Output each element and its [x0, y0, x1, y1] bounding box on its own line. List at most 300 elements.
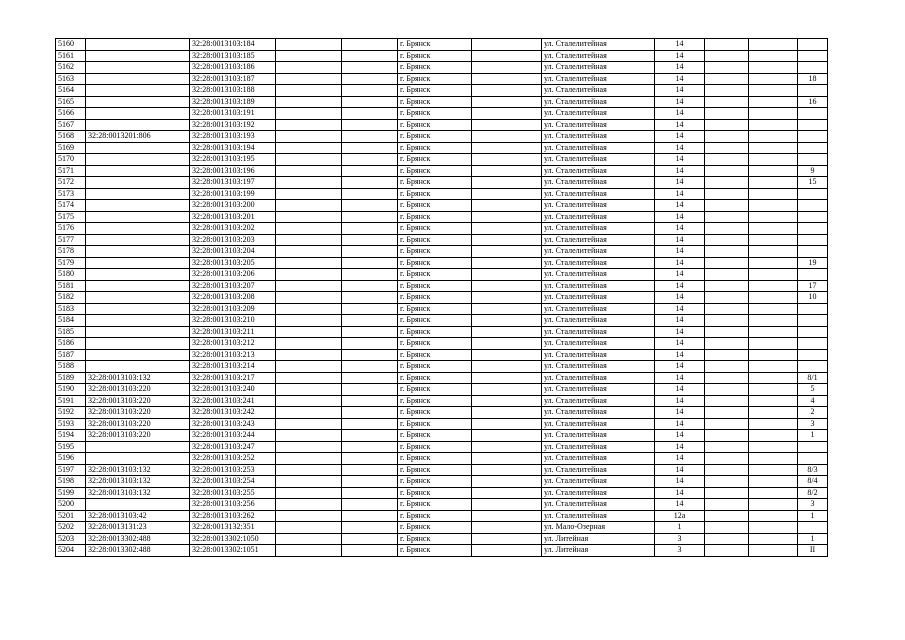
empty-cell	[472, 211, 542, 223]
city-cell: г. Брянск	[398, 510, 472, 522]
house-number: 14	[655, 303, 705, 315]
house-number: 14	[655, 119, 705, 131]
empty-cell	[276, 119, 342, 131]
apartment-number	[798, 361, 828, 373]
empty-cell	[276, 177, 342, 189]
row-number: 5171	[56, 165, 86, 177]
house-number: 14	[655, 39, 705, 51]
parent-cadastral-number	[86, 62, 190, 74]
empty-cell	[342, 280, 398, 292]
empty-cell	[749, 131, 798, 143]
city-cell: г. Брянск	[398, 384, 472, 396]
street-cell: ул. Литейная	[542, 533, 655, 545]
empty-cell	[749, 384, 798, 396]
empty-cell	[749, 499, 798, 511]
empty-cell	[705, 108, 749, 120]
house-number: 14	[655, 361, 705, 373]
street-cell: ул. Сталелитейная	[542, 257, 655, 269]
row-number: 5184	[56, 315, 86, 327]
cadastral-number: 32:28:0013103:194	[190, 142, 276, 154]
empty-cell	[705, 39, 749, 51]
cadastral-number: 32:28:0013103:196	[190, 165, 276, 177]
street-cell: ул. Сталелитейная	[542, 384, 655, 396]
cadastral-number: 32:28:0013103:253	[190, 464, 276, 476]
empty-cell	[705, 96, 749, 108]
city-cell: г. Брянск	[398, 453, 472, 465]
city-cell: г. Брянск	[398, 338, 472, 350]
table-row	[56, 165, 828, 177]
empty-cell	[749, 395, 798, 407]
parent-cadastral-number	[86, 315, 190, 327]
empty-cell	[342, 303, 398, 315]
empty-cell	[276, 487, 342, 499]
table-row	[56, 39, 828, 51]
city-cell: г. Брянск	[398, 499, 472, 511]
cadastral-number: 32:28:0013103:207	[190, 280, 276, 292]
house-number: 14	[655, 384, 705, 396]
apartment-number: 10	[798, 292, 828, 304]
row-number: 5164	[56, 85, 86, 97]
row-number: 5203	[56, 533, 86, 545]
cadastral-number: 32:28:0013103:197	[190, 177, 276, 189]
table-row	[56, 326, 828, 338]
empty-cell	[705, 349, 749, 361]
empty-cell	[705, 430, 749, 442]
house-number: 14	[655, 476, 705, 488]
empty-cell	[472, 533, 542, 545]
empty-cell	[472, 234, 542, 246]
empty-cell	[276, 165, 342, 177]
empty-cell	[472, 395, 542, 407]
street-cell: ул. Сталелитейная	[542, 315, 655, 327]
street-cell: ул. Сталелитейная	[542, 430, 655, 442]
street-cell: ул. Сталелитейная	[542, 280, 655, 292]
house-number: 14	[655, 154, 705, 166]
street-cell: ул. Сталелитейная	[542, 108, 655, 120]
empty-cell	[276, 131, 342, 143]
cadastral-number: 32:28:0013103:201	[190, 211, 276, 223]
cadastral-number: 32:28:0013103:192	[190, 119, 276, 131]
parent-cadastral-number: 32:28:0013302:488	[86, 545, 190, 557]
empty-cell	[342, 50, 398, 62]
cadastral-number: 32:28:0013103:199	[190, 188, 276, 200]
row-number: 5175	[56, 211, 86, 223]
parent-cadastral-number: 32:28:0013103:42	[86, 510, 190, 522]
empty-cell	[276, 188, 342, 200]
empty-cell	[749, 361, 798, 373]
street-cell: ул. Сталелитейная	[542, 303, 655, 315]
empty-cell	[342, 453, 398, 465]
row-number: 5186	[56, 338, 86, 350]
empty-cell	[472, 154, 542, 166]
table-row	[56, 384, 828, 396]
cadastral-number: 32:28:0013103:202	[190, 223, 276, 235]
empty-cell	[705, 384, 749, 396]
apartment-number: 2	[798, 407, 828, 419]
empty-cell	[342, 464, 398, 476]
empty-cell	[276, 510, 342, 522]
cadastral-number: 32:28:0013103:195	[190, 154, 276, 166]
empty-cell	[749, 430, 798, 442]
house-number: 14	[655, 73, 705, 85]
house-number: 14	[655, 407, 705, 419]
city-cell: г. Брянск	[398, 315, 472, 327]
cadastral-number: 32:28:0013103:211	[190, 326, 276, 338]
empty-cell	[276, 499, 342, 511]
empty-cell	[705, 464, 749, 476]
empty-cell	[342, 211, 398, 223]
street-cell: ул. Сталелитейная	[542, 50, 655, 62]
empty-cell	[276, 303, 342, 315]
empty-cell	[472, 384, 542, 396]
apartment-number	[798, 50, 828, 62]
empty-cell	[705, 407, 749, 419]
house-number: 1	[655, 522, 705, 534]
parent-cadastral-number	[86, 108, 190, 120]
empty-cell	[342, 292, 398, 304]
apartment-number: 3	[798, 499, 828, 511]
city-cell: г. Брянск	[398, 96, 472, 108]
apartment-number: 8/3	[798, 464, 828, 476]
row-number: 5194	[56, 430, 86, 442]
empty-cell	[749, 154, 798, 166]
cadastral-number: 32:28:0013103:206	[190, 269, 276, 281]
table-row	[56, 269, 828, 281]
cadastral-number: 32:28:0013103:205	[190, 257, 276, 269]
empty-cell	[276, 533, 342, 545]
parent-cadastral-number	[86, 257, 190, 269]
table-row	[56, 453, 828, 465]
parent-cadastral-number	[86, 338, 190, 350]
table-row	[56, 85, 828, 97]
empty-cell	[276, 234, 342, 246]
house-number: 14	[655, 395, 705, 407]
city-cell: г. Брянск	[398, 269, 472, 281]
empty-cell	[472, 315, 542, 327]
empty-cell	[705, 453, 749, 465]
empty-cell	[705, 131, 749, 143]
table-row	[56, 510, 828, 522]
apartment-number	[798, 142, 828, 154]
empty-cell	[276, 453, 342, 465]
apartment-number: 9	[798, 165, 828, 177]
empty-cell	[749, 142, 798, 154]
empty-cell	[342, 96, 398, 108]
empty-cell	[276, 292, 342, 304]
empty-cell	[342, 315, 398, 327]
empty-cell	[276, 407, 342, 419]
empty-cell	[472, 257, 542, 269]
house-number: 14	[655, 326, 705, 338]
empty-cell	[276, 418, 342, 430]
city-cell: г. Брянск	[398, 62, 472, 74]
empty-cell	[749, 280, 798, 292]
empty-cell	[749, 326, 798, 338]
empty-cell	[276, 395, 342, 407]
empty-cell	[276, 269, 342, 281]
parent-cadastral-number	[86, 223, 190, 235]
apartment-number	[798, 85, 828, 97]
street-cell: ул. Сталелитейная	[542, 292, 655, 304]
street-cell: ул. Мало-Озерная	[542, 522, 655, 534]
empty-cell	[276, 85, 342, 97]
row-number: 5173	[56, 188, 86, 200]
cadastral-number: 32:28:0013103:200	[190, 200, 276, 212]
city-cell: г. Брянск	[398, 303, 472, 315]
apartment-number: 3	[798, 418, 828, 430]
empty-cell	[472, 269, 542, 281]
empty-cell	[749, 315, 798, 327]
parent-cadastral-number	[86, 303, 190, 315]
house-number: 14	[655, 269, 705, 281]
empty-cell	[472, 407, 542, 419]
table-row	[56, 246, 828, 258]
table-row	[56, 487, 828, 499]
street-cell: ул. Сталелитейная	[542, 142, 655, 154]
empty-cell	[705, 533, 749, 545]
parent-cadastral-number: 32:28:0013103:132	[86, 372, 190, 384]
row-number: 5185	[56, 326, 86, 338]
empty-cell	[342, 177, 398, 189]
house-number: 3	[655, 533, 705, 545]
house-number: 14	[655, 418, 705, 430]
table-row	[56, 119, 828, 131]
empty-cell	[472, 476, 542, 488]
street-cell: ул. Сталелитейная	[542, 119, 655, 131]
house-number: 14	[655, 441, 705, 453]
empty-cell	[749, 510, 798, 522]
city-cell: г. Брянск	[398, 326, 472, 338]
empty-cell	[276, 73, 342, 85]
empty-cell	[472, 280, 542, 292]
house-number: 14	[655, 280, 705, 292]
street-cell: ул. Сталелитейная	[542, 349, 655, 361]
empty-cell	[472, 96, 542, 108]
empty-cell	[749, 372, 798, 384]
house-number: 14	[655, 315, 705, 327]
row-number: 5198	[56, 476, 86, 488]
empty-cell	[342, 108, 398, 120]
apartment-number	[798, 62, 828, 74]
table-row	[56, 62, 828, 74]
city-cell: г. Брянск	[398, 372, 472, 384]
cadastral-number: 32:28:0013103:210	[190, 315, 276, 327]
row-number: 5181	[56, 280, 86, 292]
empty-cell	[276, 211, 342, 223]
house-number: 14	[655, 223, 705, 235]
parent-cadastral-number: 32:28:0013131:23	[86, 522, 190, 534]
empty-cell	[749, 50, 798, 62]
parent-cadastral-number	[86, 326, 190, 338]
house-number: 14	[655, 487, 705, 499]
parent-cadastral-number	[86, 280, 190, 292]
empty-cell	[342, 131, 398, 143]
city-cell: г. Брянск	[398, 154, 472, 166]
apartment-number	[798, 234, 828, 246]
table-row	[56, 108, 828, 120]
empty-cell	[472, 430, 542, 442]
table-row	[56, 96, 828, 108]
apartment-number	[798, 522, 828, 534]
cadastral-number: 32:28:0013103:184	[190, 39, 276, 51]
house-number: 14	[655, 499, 705, 511]
table-row	[56, 522, 828, 534]
cadastral-number: 32:28:0013103:242	[190, 407, 276, 419]
empty-cell	[705, 476, 749, 488]
cadastral-number: 32:28:0013103:189	[190, 96, 276, 108]
row-number: 5177	[56, 234, 86, 246]
table-row	[56, 372, 828, 384]
cadastral-number: 32:28:0013103:247	[190, 441, 276, 453]
row-number: 5182	[56, 292, 86, 304]
empty-cell	[276, 372, 342, 384]
house-number: 14	[655, 200, 705, 212]
empty-cell	[749, 533, 798, 545]
city-cell: г. Брянск	[398, 257, 472, 269]
apartment-number	[798, 453, 828, 465]
street-cell: ул. Сталелитейная	[542, 269, 655, 281]
city-cell: г. Брянск	[398, 418, 472, 430]
table-row	[56, 257, 828, 269]
empty-cell	[705, 361, 749, 373]
city-cell: г. Брянск	[398, 292, 472, 304]
empty-cell	[749, 177, 798, 189]
street-cell: ул. Сталелитейная	[542, 487, 655, 499]
empty-cell	[749, 119, 798, 131]
street-cell: ул. Сталелитейная	[542, 73, 655, 85]
street-cell: ул. Сталелитейная	[542, 85, 655, 97]
empty-cell	[705, 326, 749, 338]
empty-cell	[342, 361, 398, 373]
parent-cadastral-number	[86, 142, 190, 154]
row-number: 5187	[56, 349, 86, 361]
empty-cell	[342, 522, 398, 534]
street-cell: ул. Сталелитейная	[542, 62, 655, 74]
empty-cell	[749, 108, 798, 120]
empty-cell	[276, 545, 342, 557]
row-number: 5191	[56, 395, 86, 407]
empty-cell	[342, 142, 398, 154]
empty-cell	[472, 85, 542, 97]
street-cell: ул. Сталелитейная	[542, 188, 655, 200]
cadastral-table	[55, 38, 828, 557]
empty-cell	[705, 223, 749, 235]
empty-cell	[342, 476, 398, 488]
cadastral-number: 32:28:0013103:244	[190, 430, 276, 442]
empty-cell	[342, 338, 398, 350]
parent-cadastral-number	[86, 73, 190, 85]
empty-cell	[705, 188, 749, 200]
house-number: 14	[655, 131, 705, 143]
row-number: 5192	[56, 407, 86, 419]
empty-cell	[342, 246, 398, 258]
empty-cell	[472, 223, 542, 235]
apartment-number: 1	[798, 430, 828, 442]
parent-cadastral-number: 32:28:0013103:132	[86, 487, 190, 499]
empty-cell	[749, 476, 798, 488]
empty-cell	[276, 349, 342, 361]
parent-cadastral-number	[86, 96, 190, 108]
parent-cadastral-number: 32:28:0013103:220	[86, 395, 190, 407]
apartment-number: 8/2	[798, 487, 828, 499]
row-number: 5162	[56, 62, 86, 74]
apartment-number: II	[798, 545, 828, 557]
street-cell: ул. Сталелитейная	[542, 39, 655, 51]
city-cell: г. Брянск	[398, 395, 472, 407]
apartment-number: 1	[798, 533, 828, 545]
empty-cell	[705, 257, 749, 269]
empty-cell	[472, 39, 542, 51]
street-cell: ул. Сталелитейная	[542, 154, 655, 166]
empty-cell	[705, 246, 749, 258]
street-cell: ул. Сталелитейная	[542, 96, 655, 108]
apartment-number: 1	[798, 510, 828, 522]
empty-cell	[705, 441, 749, 453]
parent-cadastral-number	[86, 441, 190, 453]
empty-cell	[472, 200, 542, 212]
house-number: 14	[655, 50, 705, 62]
empty-cell	[705, 303, 749, 315]
apartment-number	[798, 223, 828, 235]
empty-cell	[749, 246, 798, 258]
empty-cell	[472, 372, 542, 384]
empty-cell	[749, 441, 798, 453]
parent-cadastral-number	[86, 292, 190, 304]
table-row	[56, 131, 828, 143]
empty-cell	[342, 269, 398, 281]
parent-cadastral-number	[86, 246, 190, 258]
row-number: 5188	[56, 361, 86, 373]
apartment-number	[798, 131, 828, 143]
empty-cell	[342, 119, 398, 131]
cadastral-number: 32:28:0013103:188	[190, 85, 276, 97]
empty-cell	[705, 62, 749, 74]
apartment-number	[798, 119, 828, 131]
city-cell: г. Брянск	[398, 142, 472, 154]
city-cell: г. Брянск	[398, 545, 472, 557]
cadastral-number: 32:28:0013103:208	[190, 292, 276, 304]
parent-cadastral-number	[86, 269, 190, 281]
parent-cadastral-number: 32:28:0013103:220	[86, 407, 190, 419]
empty-cell	[342, 349, 398, 361]
city-cell: г. Брянск	[398, 211, 472, 223]
street-cell: ул. Сталелитейная	[542, 200, 655, 212]
empty-cell	[749, 234, 798, 246]
row-number: 5169	[56, 142, 86, 154]
cadastral-number: 32:28:0013103:243	[190, 418, 276, 430]
city-cell: г. Брянск	[398, 234, 472, 246]
empty-cell	[342, 418, 398, 430]
empty-cell	[276, 96, 342, 108]
empty-cell	[472, 50, 542, 62]
empty-cell	[472, 418, 542, 430]
parent-cadastral-number: 32:28:0013103:132	[86, 464, 190, 476]
empty-cell	[472, 464, 542, 476]
cadastral-number: 32:28:0013103:262	[190, 510, 276, 522]
empty-cell	[276, 280, 342, 292]
house-number: 14	[655, 211, 705, 223]
empty-cell	[749, 269, 798, 281]
row-number: 5166	[56, 108, 86, 120]
house-number: 14	[655, 142, 705, 154]
table-row	[56, 441, 828, 453]
street-cell: ул. Сталелитейная	[542, 211, 655, 223]
parent-cadastral-number	[86, 349, 190, 361]
empty-cell	[749, 73, 798, 85]
house-number: 14	[655, 453, 705, 465]
cadastral-number: 32:28:0013103:209	[190, 303, 276, 315]
city-cell: г. Брянск	[398, 73, 472, 85]
